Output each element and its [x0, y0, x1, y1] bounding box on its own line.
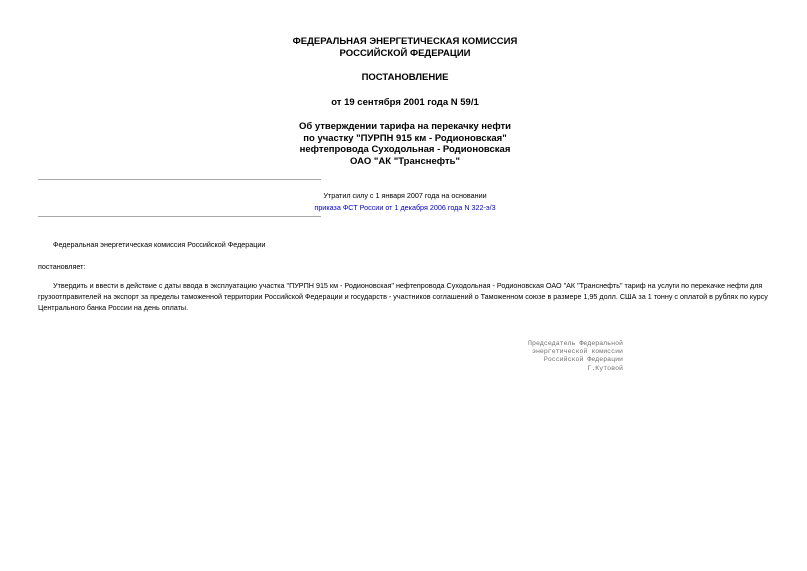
document-title-line-2: по участку "ПУРПН 915 км - Родионовская"	[303, 132, 507, 144]
top-divider	[38, 179, 321, 180]
revocation-note-text: Утратил силу с 1 января 2007 года на основании	[323, 191, 487, 200]
document-title-line-3: нефтепровода Суходольная - Родионовская	[299, 144, 511, 155]
signature-line-1: Председатель Федеральной	[528, 340, 623, 347]
document-header	[205, 36, 605, 167]
document-title-line-4: ОАО "АК "Транснефть"	[350, 155, 460, 167]
revocation-order-link[interactable]: приказа ФСТ России от 1 декабря 2006 года N 322-э/3	[314, 203, 496, 212]
document-type: ПОСТАНОВЛЕНИЕ	[361, 72, 449, 83]
signature-line-2: энергетической комиссии	[531, 348, 623, 356]
document-title-line-1: Об утверждении тарифа на перекачку нефти	[298, 121, 511, 132]
bottom-divider	[38, 216, 321, 217]
signature-name: Г.Кутовой	[587, 364, 623, 372]
document-date-number: от 19 сентября 2001 года N 59/1	[331, 96, 479, 108]
org-name-line-2: РОССИЙСКОЙ ФЕДЕРАЦИИ	[339, 47, 471, 59]
intro-paragraph: Федеральная энергетическая комиссия Российской Федерации	[53, 240, 266, 249]
resolves-paragraph: постановляет:	[38, 262, 86, 271]
main-paragraph: Утвердить и ввести в действие с даты ввода в эксплуатацию участка "ПУРПН 915 км - Родионовская" нефтепровода Суходольная - Родионовская ОАО "АК "Транснефть" тариф на услуги по перекачке нефти для грузоотправителей на экспорт за пределы таможенной территории Российской Федерации и государств - участников соглашений о Таможенном союзе в размере 1,95 долл. США за 1 тонну с оплатой в рублях по курсу Центрального банка России на день оплаты.	[38, 281, 768, 312]
revocation-note	[240, 190, 570, 214]
signature-line-3: Российской Федерации	[543, 356, 623, 364]
org-name-line-1: ФЕДЕРАЛЬНАЯ ЭНЕРГЕТИЧЕСКАЯ КОМИССИЯ	[292, 36, 518, 47]
signature-block	[470, 340, 623, 373]
